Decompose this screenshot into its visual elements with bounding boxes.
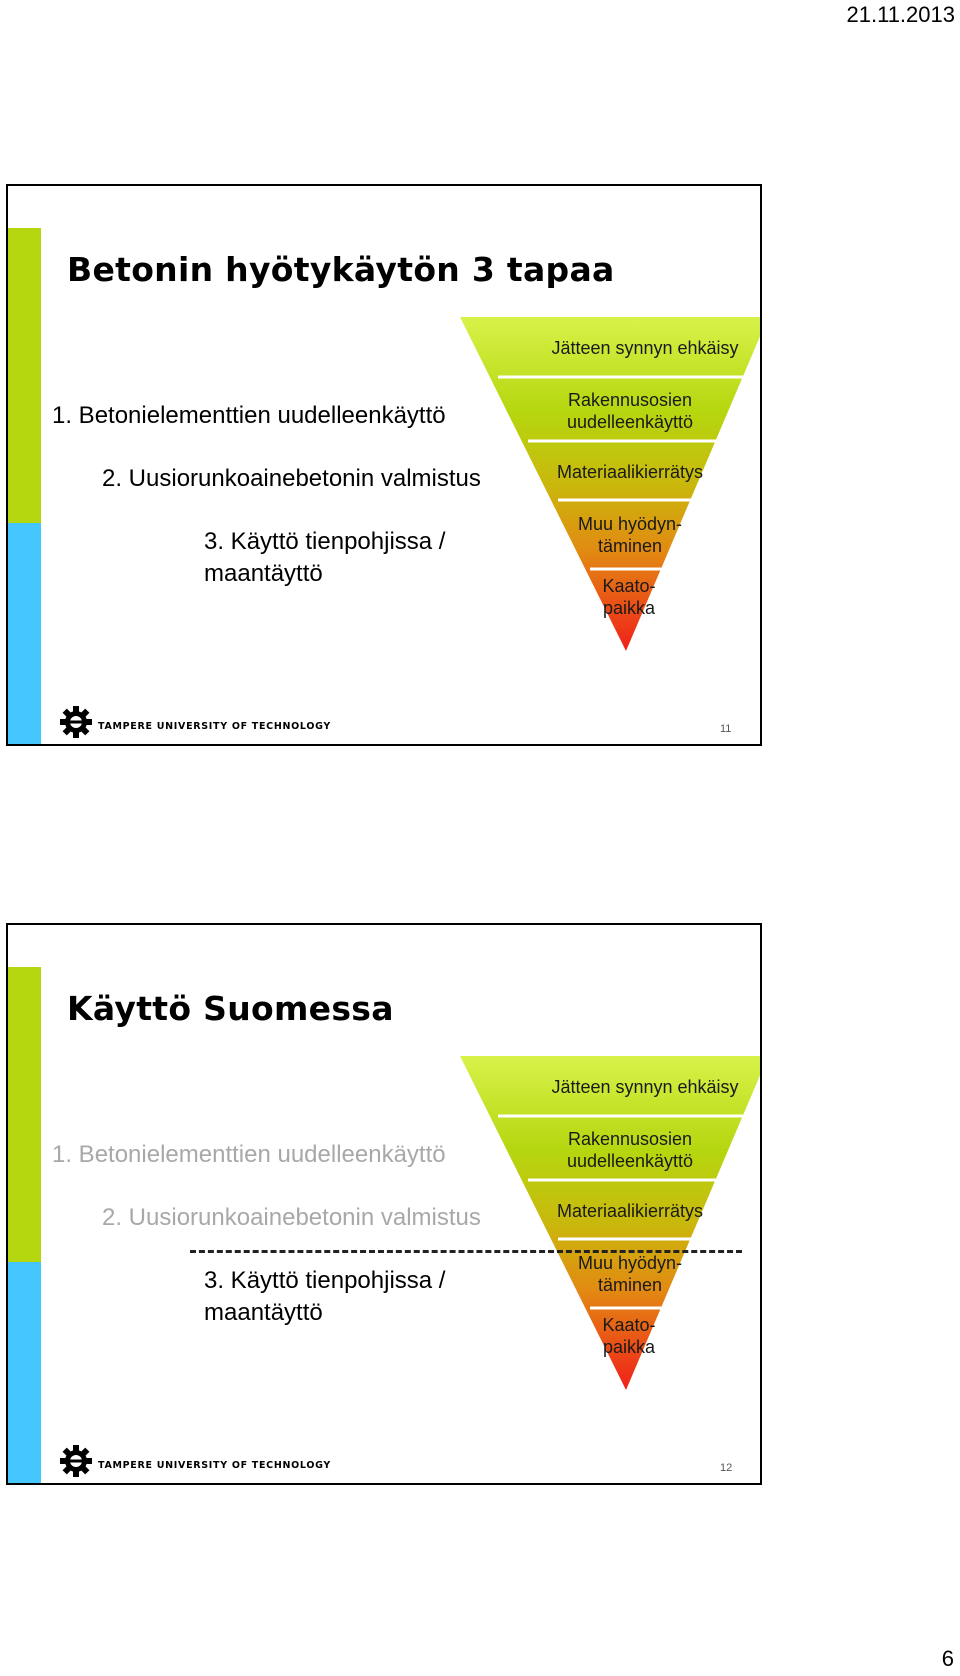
slide-number: 11 [720,723,732,735]
tier-recycling: Materiaalikierrätys [556,462,704,482]
list-item-3: 3. Käyttö tienpohjissa / maantäyttö [204,1267,446,1326]
university-name: TAMPERE UNIVERSITY OF TECHNOLOGY [98,721,331,732]
tut-gear-logo-icon [60,1445,92,1477]
slide-title: Betonin hyötykäytön 3 tapaa [67,250,615,289]
slide-title: Käyttö Suomessa [67,989,394,1028]
page-number: 6 [941,1646,954,1671]
tier-reuse: Rakennusosien uudelleenkäyttö [566,1129,694,1171]
slide-12 [6,923,762,1485]
tier-recovery: Muu hyödyn-täminen [577,514,683,556]
tier-recovery: Muu hyödyn-täminen [577,1253,683,1295]
tier-prevention: Jätteen synnyn ehkäisy [551,338,739,358]
tut-gear-logo-icon [60,706,92,738]
accent-bar-green [8,228,41,523]
tier-landfill: Kaato-paikka [602,576,656,618]
slide-11 [6,184,762,746]
university-name: TAMPERE UNIVERSITY OF TECHNOLOGY [98,1460,331,1471]
tier-prevention: Jätteen synnyn ehkäisy [551,1077,739,1097]
list-item-1: 1. Betonielementtien uudelleenkäyttö [52,1141,446,1168]
accent-bar-blue [8,523,41,746]
dashed-divider [190,1250,742,1253]
waste-hierarchy-pyramid [460,1056,762,1406]
page-date: 21.11.2013 [846,2,955,27]
tier-landfill: Kaato-paikka [602,1315,656,1357]
accent-bar-green [8,967,41,1262]
list-item-2: 2. Uusiorunkoainebetonin valmistus [102,465,481,492]
accent-bar-blue [8,1262,41,1485]
list-item-2: 2. Uusiorunkoainebetonin valmistus [102,1204,481,1231]
list-item-3: 3. Käyttö tienpohjissa / maantäyttö [204,528,446,587]
tier-reuse: Rakennusosien uudelleenkäyttö [566,390,694,432]
list-item-1: 1. Betonielementtien uudelleenkäyttö [52,402,446,429]
tier-recycling: Materiaalikierrätys [556,1201,704,1221]
waste-hierarchy-pyramid [460,317,762,667]
slide-number: 12 [720,1462,733,1474]
